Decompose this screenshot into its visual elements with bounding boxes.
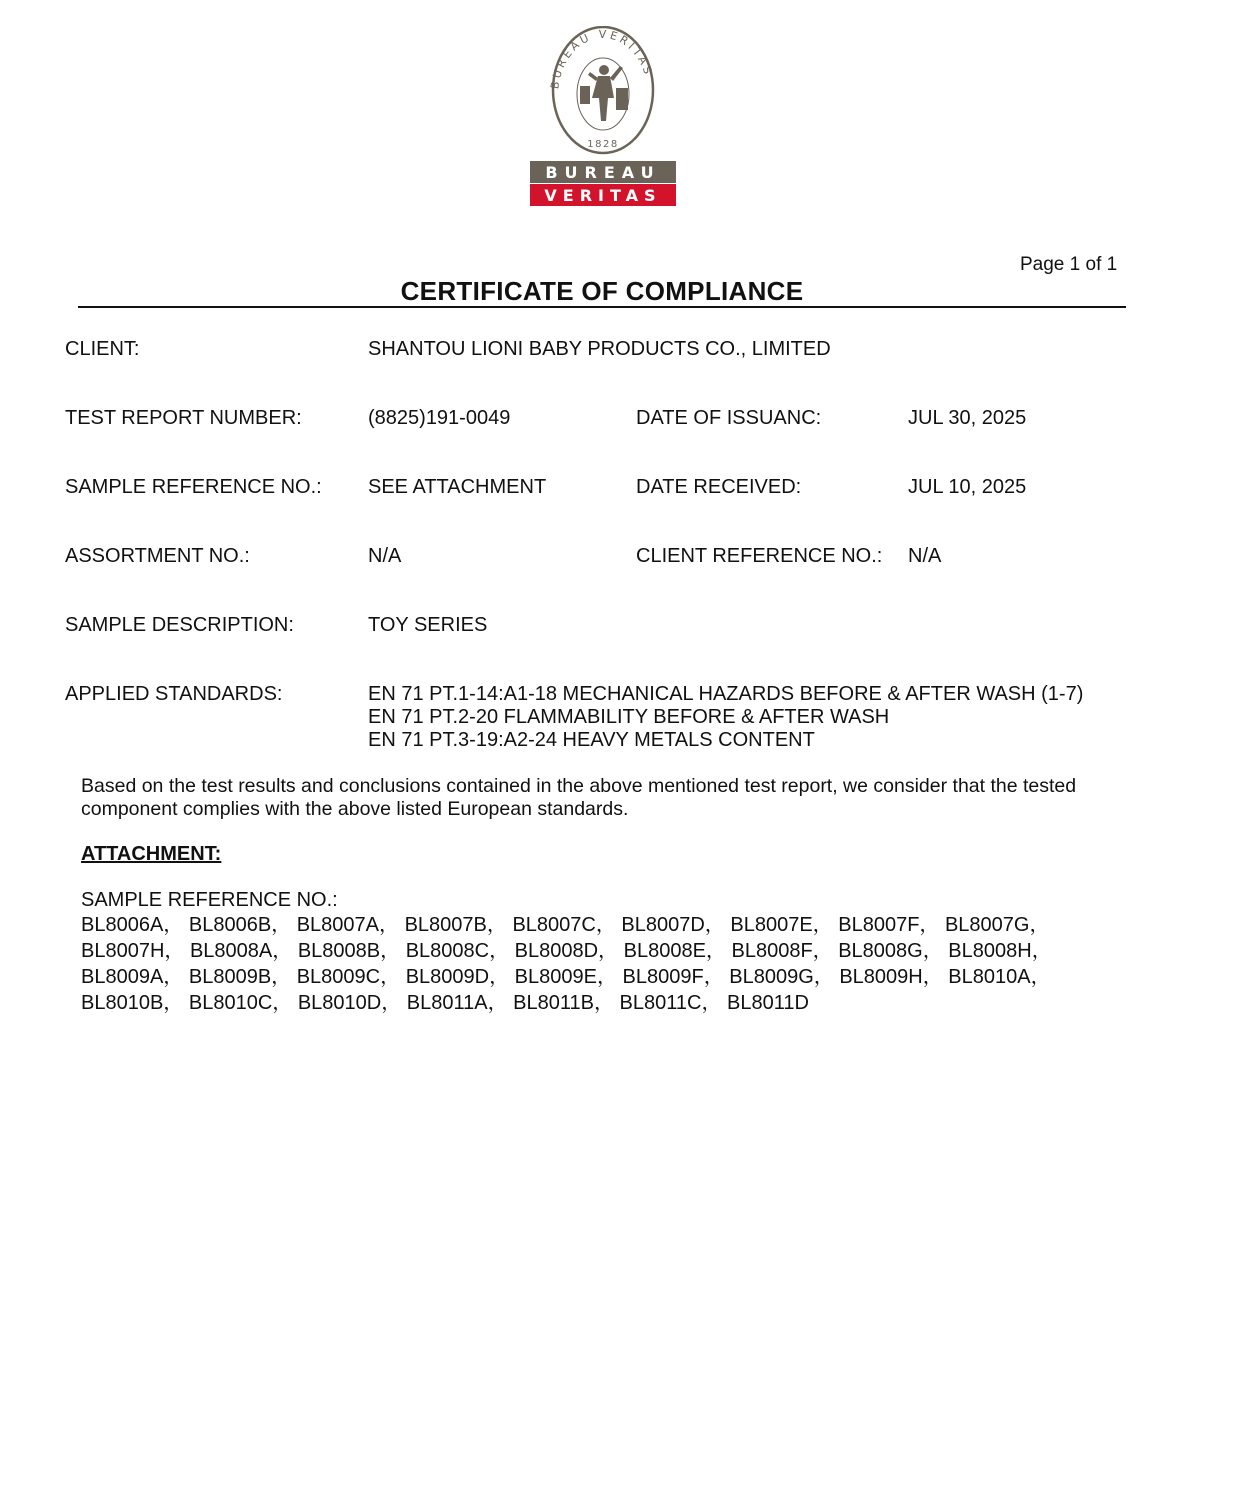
client-value: SHANTOU LIONI BABY PRODUCTS CO., LIMITED bbox=[368, 338, 831, 360]
sample-reference-item: BL8009G， bbox=[729, 966, 834, 988]
sample-reference-item: BL8009H， bbox=[839, 966, 943, 988]
sample-reference-item: BL8008B， bbox=[297, 940, 401, 962]
date-received-value: JUL 10, 2025 bbox=[908, 476, 1027, 498]
sample-reference-item: BL8007H， bbox=[81, 940, 185, 962]
sample-reference-item: BL8006B， bbox=[188, 914, 292, 936]
date-received-label: DATE RECEIVED: bbox=[636, 476, 802, 498]
sample-reference-item: BL8007C， bbox=[512, 914, 616, 936]
sample-reference-item: BL8011D bbox=[727, 992, 809, 1014]
bureau-veritas-logo bbox=[528, 26, 678, 210]
sample-reference-item: BL8010C， bbox=[188, 992, 293, 1014]
logo-emblem-figure bbox=[577, 58, 629, 130]
sample-reference-item: BL8010B， bbox=[81, 992, 184, 1014]
sample-reference-item: BL8008A， bbox=[189, 940, 293, 962]
sample-reference-item: BL8007D， bbox=[621, 914, 725, 936]
sample-reference-list bbox=[81, 912, 1141, 1016]
title-underline bbox=[78, 306, 1126, 308]
sample-reference-item: BL8011C， bbox=[619, 992, 722, 1014]
client-reference-label: CLIENT REFERENCE NO.: bbox=[636, 545, 883, 567]
sample-reference-item: BL8009D， bbox=[405, 966, 510, 988]
sample-reference-item: BL8007A， bbox=[296, 914, 400, 936]
assortment-value: N/A bbox=[368, 545, 402, 567]
sample-reference-item: BL8011A， bbox=[406, 992, 508, 1014]
sample-reference-item: BL8008D， bbox=[514, 940, 619, 962]
logo-band-top-text: BUREAU bbox=[545, 163, 661, 182]
logo-year: 1828 bbox=[587, 139, 619, 150]
page-number: Page 1 of 1 bbox=[1020, 254, 1118, 275]
applied-standards-label: APPLIED STANDARDS: bbox=[65, 683, 283, 705]
sample-reference-item: BL8007E， bbox=[730, 914, 833, 936]
sample-reference-item: BL8009C， bbox=[296, 966, 401, 988]
report-number-label: TEST REPORT NUMBER: bbox=[65, 407, 302, 429]
issuance-date-value: JUL 30, 2025 bbox=[908, 407, 1027, 429]
sample-reference-label: SAMPLE REFERENCE NO.: bbox=[65, 476, 322, 498]
sample-reference-item: BL8009A， bbox=[81, 966, 184, 988]
sample-reference-item: BL8009B， bbox=[188, 966, 292, 988]
standard-item: EN 71 PT.3-19:A2-24 HEAVY METALS CONTENT bbox=[368, 729, 815, 751]
sample-reference-item: BL8010D， bbox=[297, 992, 402, 1014]
sample-reference-item: BL8007F， bbox=[838, 914, 940, 936]
sample-reference-item: BL8010A， bbox=[948, 966, 1051, 988]
assortment-label: ASSORTMENT NO.: bbox=[65, 545, 250, 567]
attachment-heading: ATTACHMENT: bbox=[81, 843, 222, 865]
standard-item: EN 71 PT.1-14:A1-18 MECHANICAL HAZARDS BEFORE & AFTER WASH (1-7) bbox=[368, 683, 1084, 705]
report-number-value: (8825)191-0049 bbox=[368, 407, 511, 429]
sample-reference-item: BL8007G， bbox=[944, 914, 1050, 936]
certificate-title: CERTIFICATE OF COMPLIANCE bbox=[400, 276, 804, 306]
logo-band-bottom-text: VERITAS bbox=[544, 186, 662, 205]
sample-reference-item: BL8009E， bbox=[514, 966, 617, 988]
conclusion-paragraph: Based on the test results and conclusions contained in the above mentioned test report, we consider that the tested component complies with the above listed European standards. bbox=[81, 775, 1077, 820]
sample-reference-item: BL8008C， bbox=[405, 940, 510, 962]
sample-reference-item: BL8008F， bbox=[731, 940, 833, 962]
applied-standards-list bbox=[368, 683, 1083, 752]
sample-description-label: SAMPLE DESCRIPTION: bbox=[65, 614, 294, 636]
client-label: CLIENT: bbox=[65, 338, 140, 360]
sample-reference-value: SEE ATTACHMENT bbox=[368, 476, 547, 498]
sample-reference-item: BL8008G， bbox=[838, 940, 943, 962]
sample-reference-item: BL8007B， bbox=[404, 914, 507, 936]
sample-reference-item: BL8006A， bbox=[81, 914, 184, 936]
sample-reference-item: BL8009F， bbox=[622, 966, 724, 988]
sample-description-value: TOY SERIES bbox=[368, 614, 488, 636]
attachment-sample-reference-label: SAMPLE REFERENCE NO.: bbox=[81, 889, 338, 911]
sample-reference-item: BL8008H， bbox=[948, 940, 1052, 962]
sample-reference-item: BL8011B， bbox=[513, 992, 614, 1014]
client-reference-value: N/A bbox=[908, 545, 942, 567]
logo-ring-text: BUREAU VERITAS bbox=[548, 27, 656, 90]
standard-item: EN 71 PT.2-20 FLAMMABILITY BEFORE & AFTER WASH bbox=[368, 706, 890, 728]
issuance-date-label: DATE OF ISSUANC: bbox=[636, 407, 822, 429]
logo-graphic bbox=[528, 26, 678, 210]
sample-reference-item: BL8008E， bbox=[623, 940, 726, 962]
